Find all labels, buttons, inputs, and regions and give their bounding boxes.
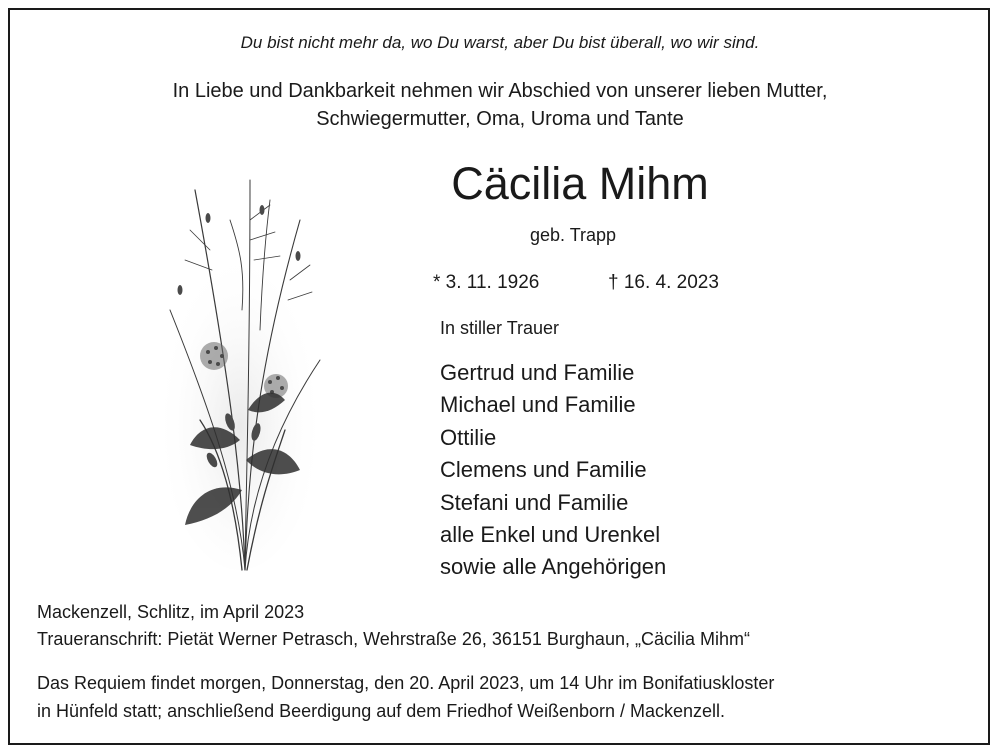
birth-name: geb. Trapp xyxy=(530,225,617,245)
mourner-name: Stefani und Familie xyxy=(440,489,629,515)
mourning-heading: In stiller Trauer xyxy=(440,318,560,338)
mourners-list xyxy=(440,357,666,584)
mourner-name: Clemens und Familie xyxy=(440,457,647,483)
place-date: Mackenzell, Schlitz, im April 2023 xyxy=(37,602,305,622)
intro-line-1: In Liebe und Dankbarkeit nehmen wir Abschied von unserer lieben Mutter, xyxy=(172,80,828,102)
mourner-name: sowie alle Angehörigen xyxy=(440,554,667,580)
intro-line-2: Schwiegermutter, Oma, Uroma und Tante xyxy=(316,108,684,130)
birth-date: * 3. 11. 1926 xyxy=(433,272,540,293)
mourner-name: Michael und Familie xyxy=(440,392,636,418)
quote: Du bist nicht mehr da, wo Du warst, aber Du bist überall, wo wir sind. xyxy=(240,33,760,52)
mourner-name: Ottilie xyxy=(440,424,497,450)
deceased-name: Cäcilia Mihm xyxy=(451,158,709,209)
mourner-name: Gertrud und Familie xyxy=(440,360,635,385)
death-date: † 16. 4. 2023 xyxy=(608,272,719,293)
requiem-line-2: in Hünfeld statt; anschließend Beerdigung auf dem Friedhof Weißenborn / Mackenzell. xyxy=(37,701,726,721)
dried-flowers-grass-bouquet-icon xyxy=(150,160,330,580)
mourner-name: alle Enkel und Urenkel xyxy=(440,521,661,547)
funeral-address: Traueranschrift: Pietät Werner Petrasch, Wehrstraße 26, 36151 Burghaun, „Cäcilia Mihm“ xyxy=(37,629,750,649)
requiem-line-1: Das Requiem findet morgen, Donnerstag, den 20. April 2023, um 14 Uhr im Bonifatiuskloster xyxy=(37,673,775,693)
